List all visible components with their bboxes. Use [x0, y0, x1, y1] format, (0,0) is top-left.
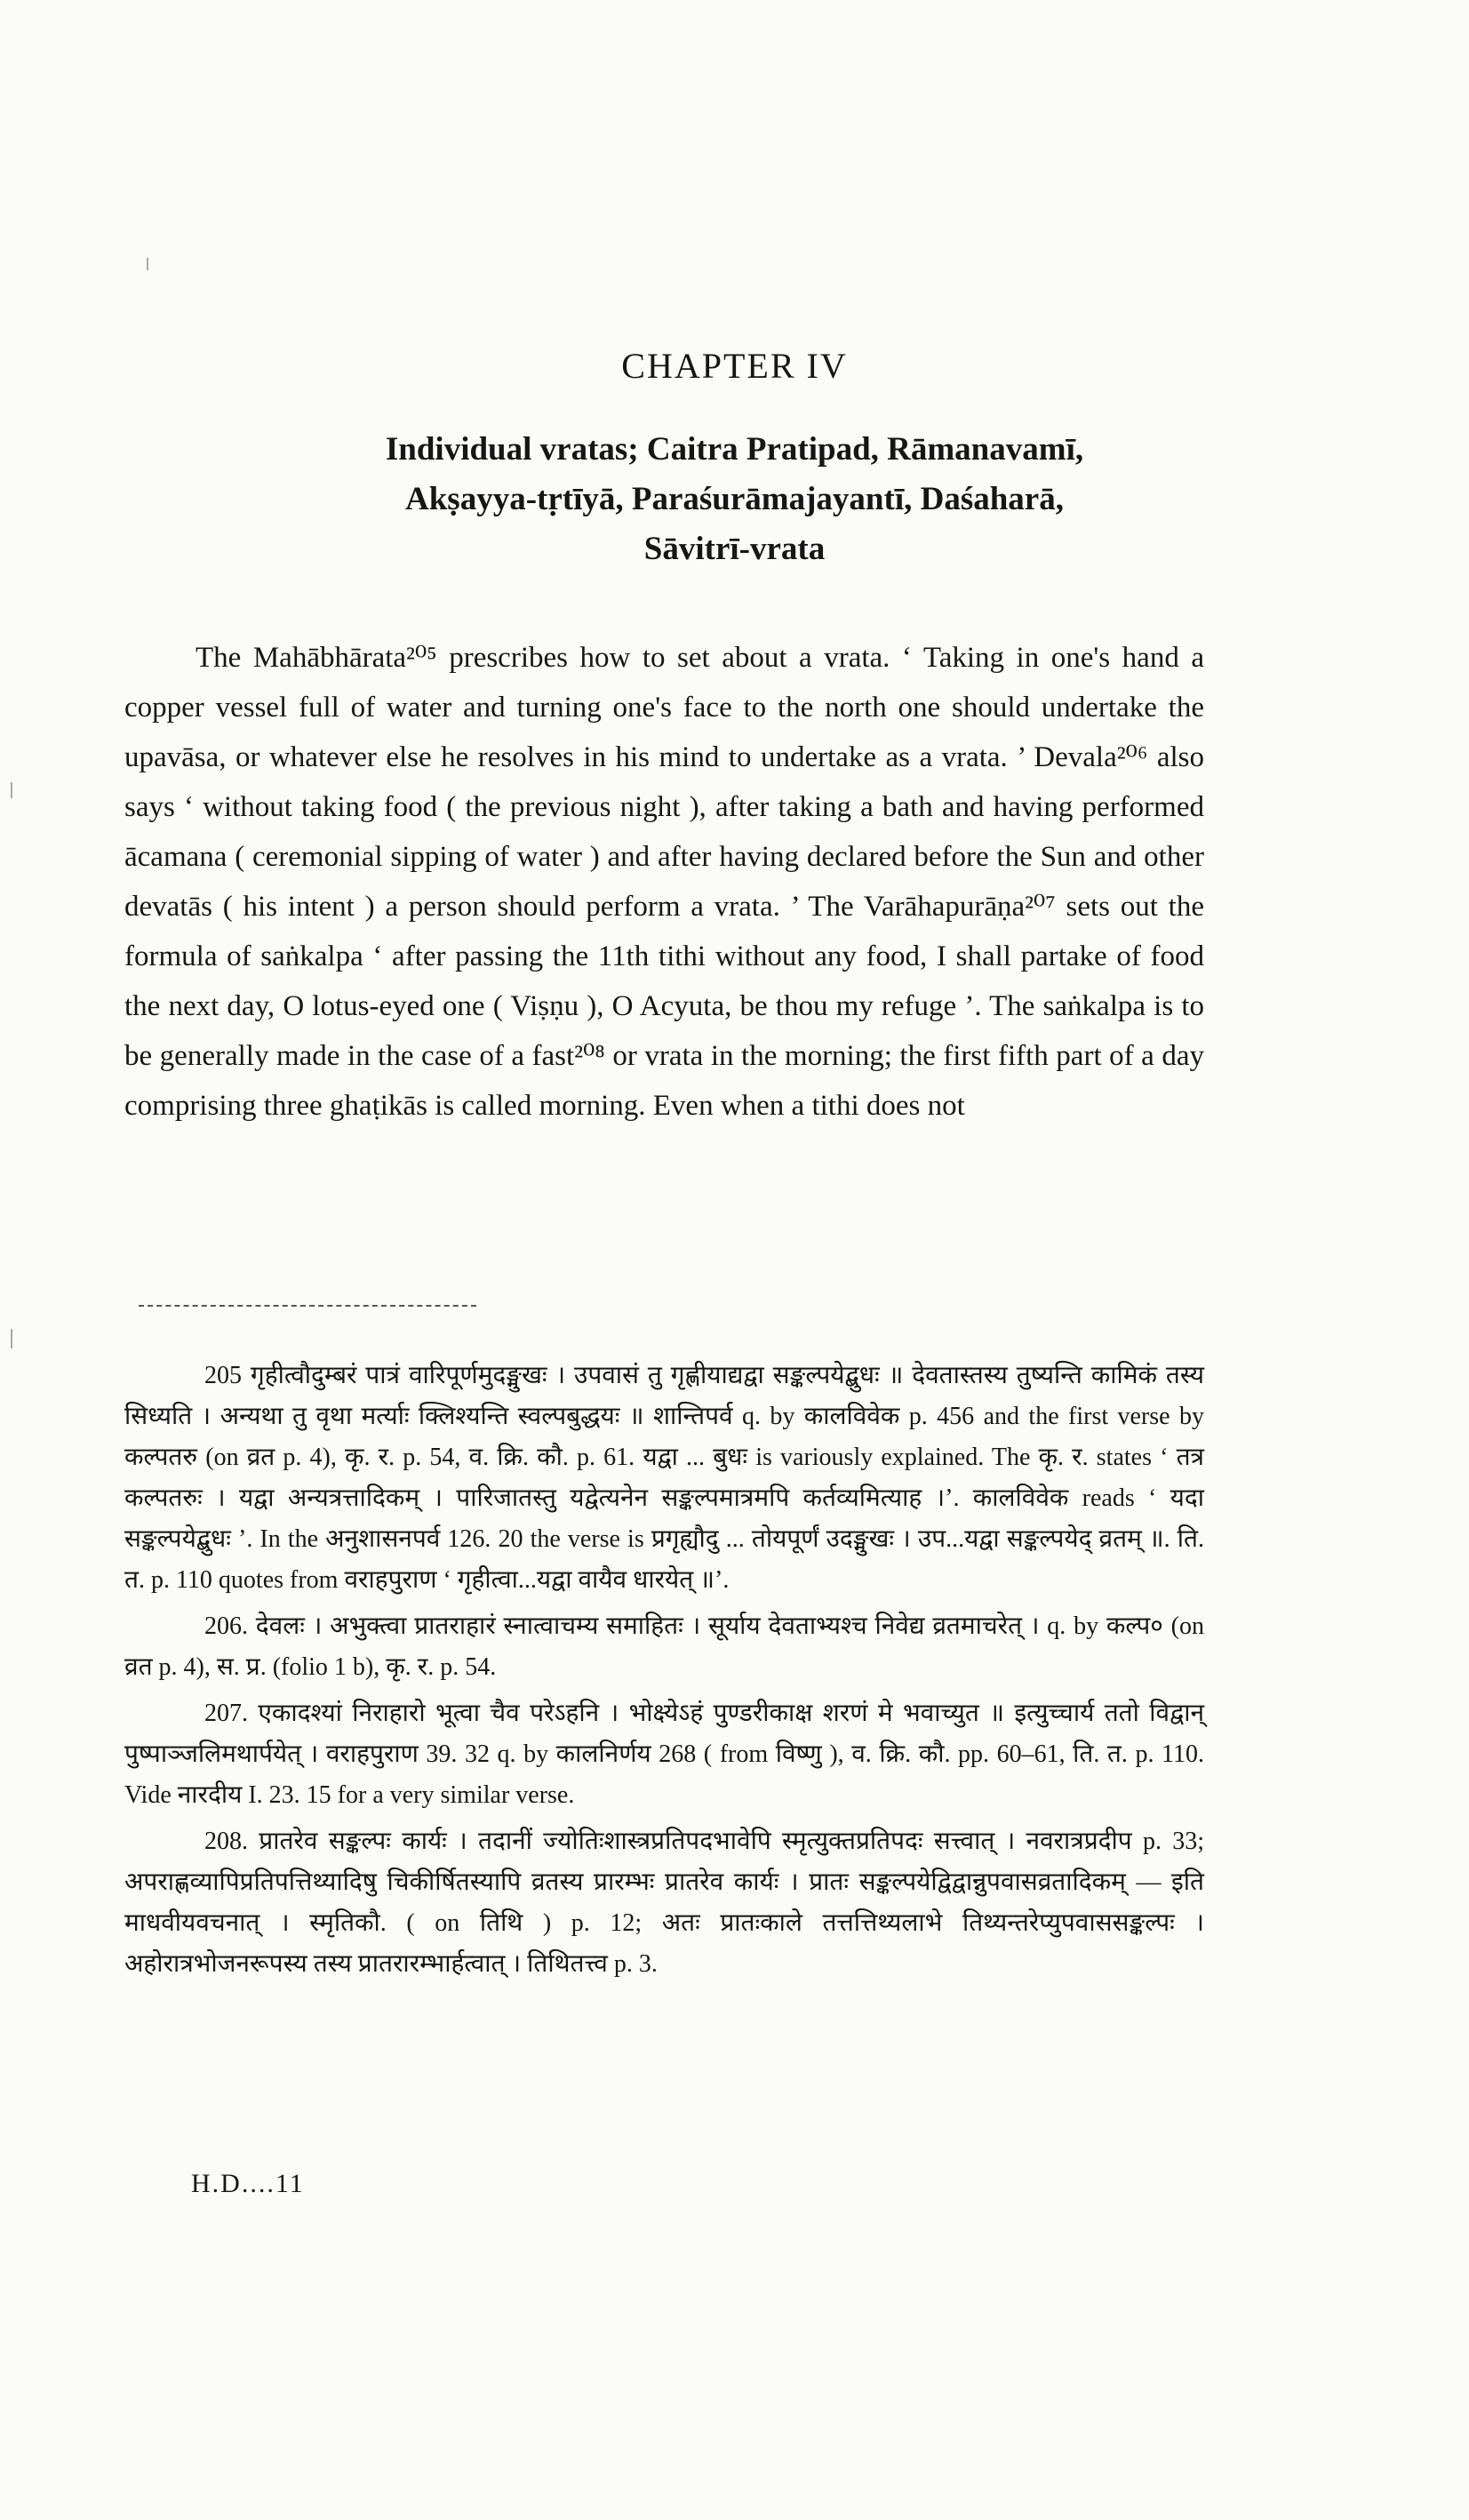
scan-mark [11, 782, 12, 798]
chapter-subtitle [0, 425, 1469, 574]
chapter-heading: CHAPTER IV [621, 346, 848, 386]
scan-mark [147, 258, 148, 270]
main-text [124, 633, 1204, 1131]
footnote-208: 208. प्रातरेव सङ्कल्पः कार्यः । तदानीं ज्योतिःशास्त्रप्रतिपदभावेपि स्मृत्युक्तप्रतिपदः सत्त्वात् । नवरात्रप्रदीप p. 33; अपराह्णव्यापिप्रतिपत्तिथ्यादिषु चिकीर्षितस्यापि व्रतस्य प्रारम्भः प्रातरेव कार्यः । प्रातः सङ्कल्पयेद्विद्वान्नुपवासव्रतादिकम् — इति माधवीयवचनात् । स्मृतिकौ. ( on तिथि ) p. 12; अतः प्रातःकाले तत्तत्तिथ्यलाभे तिथ्यन्तरेप्युपवाससङ्कल्पः । अहोरात्रभोजनरूपस्य तस्य प्रातरारम्भार्हत्वात् । तिथितत्त्व p. 3. [124, 1828, 1204, 1978]
scan-mark [11, 1329, 12, 1348]
signature-mark: H.D....11 [191, 2169, 305, 2198]
footnotes-section [124, 1356, 1204, 1990]
body-paragraph: The Mahābhārata²⁰⁵ prescribes how to set about a vrata. ‘ Taking in one's hand a copper vessel full of water and turning one's face to the north one should undertake the upavāsa, or whatever else he resolves in his mind to undertake as a vrata. ’ Devala²⁰⁶ also says ‘ without taking food ( the previous night ), after taking a bath and having performed ācamana ( ceremonial sipping of water ) and after having declared before the Sun and other devatās ( his intent ) a person should perform a vrata. ’ The Varāhapurāṇa²⁰⁷ sets out the formula of saṅkalpa ‘ after passing the 11th tithi without any food, I shall partake of food the next day, O lotus-eyed one ( Viṣṇu ), O Acyuta, be thou my refuge ’. The saṅkalpa is to be generally made in the case of a fast²⁰⁸ or vrata in the morning; the first fifth part of a day comprising three ghaṭikās is called morning. Even when a tithi does not [124, 642, 1204, 1122]
subtitle-line: Sāvitrī-vrata [643, 531, 826, 567]
subtitle-line: Akṣayya-tṛtīyā, Paraśurāmajayantī, Daśaharā, [405, 481, 1064, 517]
footnote-205: 205 गृहीत्वौदुम्बरं पात्रं वारिपूर्णमुदङ्मुखः । उपवासं तु गृह्णीयाद्यद्वा सङ्कल्पयेद्बुधः ॥ देवतास्तस्य तुष्यन्ति कामिकं तस्य सिध्यति । अन्यथा तु वृथा मर्त्याः क्लिश्यन्ति स्वल्पबुद्धयः ॥ शान्तिपर्व q. by कालविवेक p. 456 and the first verse by कल्पतरु (on व्रत p. 4), कृ. र. p. 54, व. क्रि. कौ. p. 61. यद्वा ... बुधः is variously explained. The कृ. र. states ‘ तत्र कल्पतरुः । यद्वा अन्यत्रत्तादिकम् । पारिजातस्तु यद्वेत्यनेन सङ्कल्पमात्रमपि कर्तव्यमित्याह ।’. कालविवेक reads ‘ यदा सङ्कल्पयेद्बुधः ’. In the अनुशासनपर्व 126. 20 the verse is प्रगृह्यौदु ... तोयपूर्णं उदङ्मुखः । उप...यद्वा सङ्कल्पयेद् व्रतम् ॥. ति. त. p. 110 quotes from वराहपुराण ‘ गृहीत्वा...यद्वा वायैव धारयेत् ॥’. [124, 1362, 1204, 1594]
footnote-207: 207. एकादश्यां निराहारो भूत्वा चैव परेऽहनि । भोक्ष्येऽहं पुण्डरीकाक्ष शरणं मे भवाच्युत ॥ इत्युच्चार्य ततो विद्वान् पुष्पाञ्जलिमथार्पयेत् । वराहपुराण 39. 32 q. by कालनिर्णय 268 ( from विष्णु ), व. क्रि. कौ. pp. 60–61, ति. त. p. 110. Vide नारदीय I. 23. 15 for a very similar verse. [124, 1700, 1204, 1809]
footnote-separator [139, 1305, 476, 1307]
subtitle-line: Individual vratas; Caitra Pratipad, Rāmanavamī, [385, 431, 1084, 468]
footnote-206: 206. देवलः । अभुक्त्वा प्रातराहारं स्नात्वाचम्य समाहितः । सूर्याय देवताभ्यश्च निवेद्य व्रतमाचरेत् । q. by कल्प० (on व्रत p. 4), स. प्र. (folio 1 b), कृ. र. p. 54. [124, 1612, 1204, 1681]
